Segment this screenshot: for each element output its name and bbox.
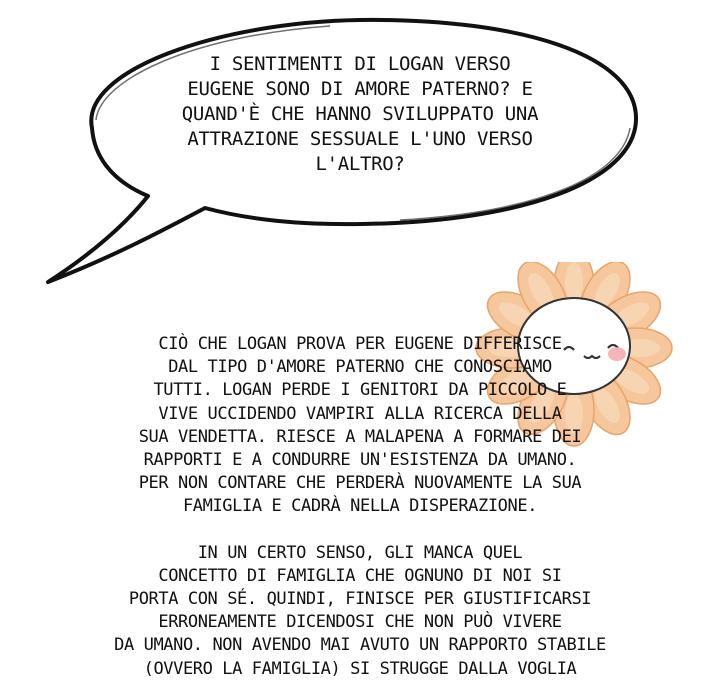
answer-text-block bbox=[80, 333, 640, 681]
speech-bubble bbox=[0, 0, 720, 300]
answer-paragraph-1: CIÒ CHE LOGAN PROVA PER EUGENE DIFFERISCE DAL TIPO D'AMORE PATERNO CHE CONOSCIAMO TUTTI. LOGAN PERDE I GENITORI DA PICCOLO E VIVE UCCIDENDO VAMPIRI ALLA RICERCA DELLA SUA VENDETTA. RIESCE A MALAPENA A FORMARE DEI RAPPORTI E A CONDURRE UN'ESISTENZA DA UMANO. PER NON CONTARE CHE PERDERÀ NUOVAMENTE LA SUA FAMIGLIA E CADRÀ NELLA DISPERAZIONE. bbox=[138, 334, 582, 517]
question-text: I SENTIMENTI DI LOGAN VERSO EUGENE SONO DI AMORE PATERNO? E QUAND'È CHE HANNO SVILUPPATO UNA ATTRAZIONE SESSUALE L'UNO VERSO L'ALTRO? bbox=[181, 53, 539, 175]
answer-paragraph-2: IN UN CERTO SENSO, GLI MANCA QUEL CONCETTO DI FAMIGLIA CHE OGNUNO DI NOI SI PORTA CON SÉ. QUINDI, FINISCE PER GIUSTIFICARSI ERRONEAMENTE DICENDOSI CHE NON PUÒ VIVERE DA UMANO. NON AVENDO MAI AVUTO UN RAPPORTO STABILE (OVVERO LA FAMIGLIA) SI STRUGGE DALLA VOGLIA bbox=[114, 542, 606, 679]
flower-petal-highlight bbox=[565, 262, 583, 302]
